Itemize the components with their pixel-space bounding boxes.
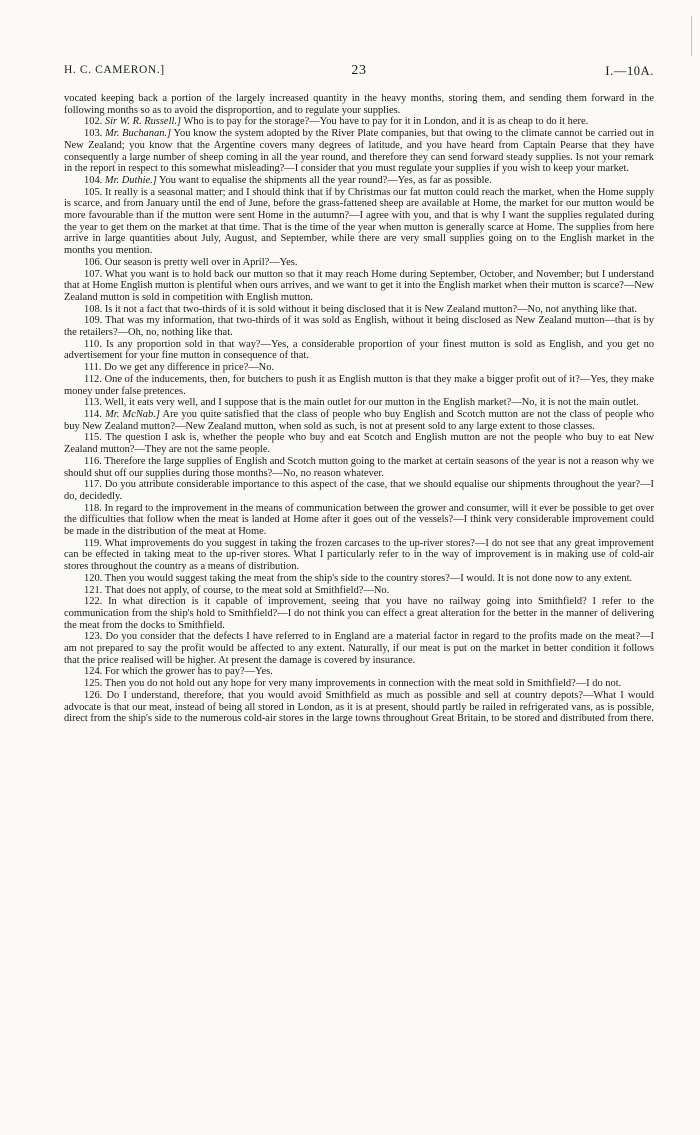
speaker-name: Mr. Duthie.] (104, 174, 157, 186)
testimony-paragraph (64, 585, 654, 597)
question-number: 111. (84, 362, 102, 374)
testimony-paragraph (64, 257, 654, 269)
testimony-text: Is any proportion sold in that way?—Yes, a considerable proportion of your finest mutton is sold as English, and you get no advertisement for your fine mutton in consequence of that. (64, 338, 655, 362)
testimony-text: That does not apply, of course, to the meat sold at Smithfield?—No. (104, 584, 390, 596)
testimony-paragraph (64, 269, 654, 304)
testimony-text: What improvements do you suggest in taking the frozen carcases to the up-river stores?—I do not see that any great improvement can be effected in taking meat to the up-river stores. What I particularly refer to in the way of improvement is in making use of cold-air stores throughout the country as a means of distribution. (64, 537, 654, 573)
testimony-text: In what direction is it capable of improvement, seeing that you have no railway going into Smithfield? I refer to the communication from the ship's hold to Smithfield?—I do not think you can effect a great alteration for the better in the manner of delivering the meat from the docks to Smithfield. (64, 596, 654, 631)
testimony-paragraph (64, 432, 654, 455)
question-number: 117. (84, 479, 102, 491)
page-header (64, 64, 654, 80)
testimony-paragraph (64, 128, 654, 175)
testimony-text: That was my information, that two-thirds of it was sold as English, without it being disclosed as New Zealand mutton—that is by the retailers?—Oh, no, nothing like that. (64, 315, 654, 339)
testimony-text: Is it not a fact that two-thirds of it is sold without it being disclosed that it is New Zealand mutton?—No, not anything like that. (104, 303, 638, 315)
question-number: 107. (84, 268, 103, 280)
testimony-text: Our season is pretty well over in April?—Yes. (104, 256, 298, 268)
question-number: 124. (84, 666, 103, 678)
testimony-paragraph (64, 339, 654, 362)
testimony-text: For which the grower has to pay?—Yes. (104, 666, 273, 678)
testimony-text: Are you quite satisfied that the class of people who buy English and Scotch mutton are not the class of people who buy New Zealand mutton?—New Zealand mutton, when sold as such, is not at present sold to any large extent to those classes. (64, 408, 654, 432)
question-number: 116. (84, 455, 102, 467)
testimony-text: The question I ask is, whether the people who buy and eat Scotch and English mutton are not the people who buy to eat New Zealand mutton?—They are not the same people. (64, 432, 655, 456)
question-number: 113. (84, 397, 102, 409)
testimony-paragraph (64, 596, 654, 631)
testimony-paragraph (64, 187, 654, 257)
speaker-name: Sir W. R. Russell.] (104, 116, 182, 128)
testimony-text: Well, it eats very well, and I suppose that is the main outlet for our mutton in the English market?—No, it is not the main outlet. (104, 397, 639, 409)
testimony-paragraph (64, 175, 654, 187)
testimony-paragraph (64, 456, 654, 479)
intro-paragraph: vocated keeping back a portion of the largely increased quantity in the heavy months, storing them, and sending them forward in the following months so as to avoid the disproportion, and to regulate your supplies. (64, 93, 654, 116)
question-number: 110. (84, 338, 102, 350)
testimony-text: It really is a seasonal matter; and I should think that if by Christmas our fat mutton could reach the market, when the Home supply is scarce, and from January until the end of June, before the grass-fattened sheep are available at Home, the market for our mutton would be more favourable than if the mutton were sent Home in the autumn?—I agree with you, and that is why I want the supplies regulated during the year to get them on the market at that time. That is the time of the year when mutton is generally scarce at Home. The supplies from here arrive in large quantities about July, August, and September, while there are very small supplies going on to the English market in the months you mention. (64, 186, 654, 257)
question-number: 104. (84, 174, 103, 186)
question-number: 118. (84, 502, 102, 514)
testimony-paragraph (64, 374, 654, 397)
question-number: 120. (84, 572, 103, 584)
testimony-paragraph (64, 362, 654, 374)
question-number: 108. (84, 303, 103, 315)
testimony-paragraph (64, 666, 654, 678)
testimony-text: Do we get any difference in price?—No. (104, 362, 275, 374)
testimony-text: Therefore the large supplies of English and Scotch mutton going to the market at certain seasons of the year is not a reason why we should shut off our supplies during those months?—No, no reason whatever. (64, 455, 654, 479)
question-number: 106. (84, 256, 103, 268)
testimony-text: One of the inducements, then, for butchers to push it as English mutton is that they make a bigger profit out of it?—Yes, they make money under false pretences. (64, 373, 655, 397)
testimony-text: Then you would suggest taking the meat from the ship's side to the country stores?—I would. It is not done now to any extent. (104, 572, 633, 584)
speaker-name: Mr. Buchanan.] (105, 128, 172, 140)
question-number: 121. (84, 584, 103, 596)
document-body (64, 93, 654, 725)
question-number: 109. (84, 315, 103, 327)
testimony-text: You know the system adopted by the River Plate companies, but that owing to the climate cannot be carried out in New Zealand; you know that the Argentine covers many degrees of latitude, and you have heard from Captain Pearse that they have consequently a large number of sheep coming in all the year round, and therefore they can send forward steady supplies. Is not your remark in the report in respect to this somewhat misleading?—I consider that you must regulate your supplies if you wish to keep your market. (64, 128, 655, 175)
page-number: 23 (351, 63, 367, 78)
question-number: 125. (84, 678, 103, 690)
testimony-paragraph (64, 479, 654, 502)
header-witness-name: H. C. CAMERON.] (64, 64, 165, 76)
testimony-text: Who is to pay for the storage?—You have to pay for it in London, and it is as cheap to do it here. (183, 116, 589, 128)
testimony-paragraph (64, 538, 654, 573)
testimony-paragraph (64, 304, 654, 316)
testimony-text: Do you attribute considerable importance to this aspect of the case, that we should equalise our shipments throughout the year?—I do, decidedly. (64, 479, 654, 502)
testimony-text: Then you do not hold out any hope for very many improvements in connection with the meat sold in Smithfield?—I do not. (104, 678, 622, 690)
testimony-paragraph (64, 690, 654, 725)
speaker-name: Mr. McNab.] (105, 408, 160, 420)
testimony-paragraph (64, 116, 654, 128)
testimony-paragraph (64, 397, 654, 409)
testimony-paragraph (64, 409, 654, 432)
testimony-text: Do I understand, therefore, that you would avoid Smithfield as much as possible and sell at country depots?—What I would advocate is that our meat, instead of being all stored in London, as it is at present, should partly be railed in refrigerated vans, as is possible, direct from the ship's side to the numerous cold-air stores in the large towns throughout Great Britain, to be stored and distributed from there. (64, 689, 654, 725)
question-number: 114. (84, 408, 102, 420)
testimony-text: You want to equalise the shipments all the year round?—Yes, as far as possible. (159, 174, 492, 186)
question-number: 103. (84, 128, 103, 140)
scan-edge-mark (691, 16, 692, 56)
question-number: 119. (84, 537, 102, 549)
testimony-paragraph (64, 678, 654, 690)
question-number: 102. (84, 116, 103, 128)
question-number: 122. (84, 596, 103, 608)
testimony-paragraph (64, 503, 654, 538)
question-number: 115. (84, 432, 102, 444)
testimony-text: What you want is to hold back our mutton so that it may reach Home during September, October, and November; but I understand that at Home English mutton is plentiful when ours arrives, and we want to get it into the English market when their mutton is scarce?—New Zealand mutton is sold in competition with English mutton. (64, 268, 654, 303)
question-number: 123. (84, 631, 103, 643)
testimony-text: In regard to the improvement in the means of communication between the grower and consumer, will it ever be possible to get over the difficulties that follow when the meat is landed at Home after it goes out of the vessels?—I think very considerable improvement could be made in the distribution of the meat at Home. (64, 502, 654, 538)
testimony-text: Do you consider that the defects I have referred to in England are a material factor in regard to the profits made on the meat?—I am not prepared to say the profit would be affected to any extent. Naturally, if our meat is put on the market in better condition it follows that the price realised will be higher. At present the damage is covered by insurance. (64, 631, 655, 666)
testimony-paragraph (64, 631, 654, 666)
question-number: 105. (84, 186, 103, 198)
question-number: 112. (84, 373, 102, 385)
testimony-paragraph (64, 573, 654, 585)
question-number: 126. (84, 689, 103, 701)
paper-reference: I.—10A. (605, 64, 654, 78)
testimony-paragraph (64, 315, 654, 338)
